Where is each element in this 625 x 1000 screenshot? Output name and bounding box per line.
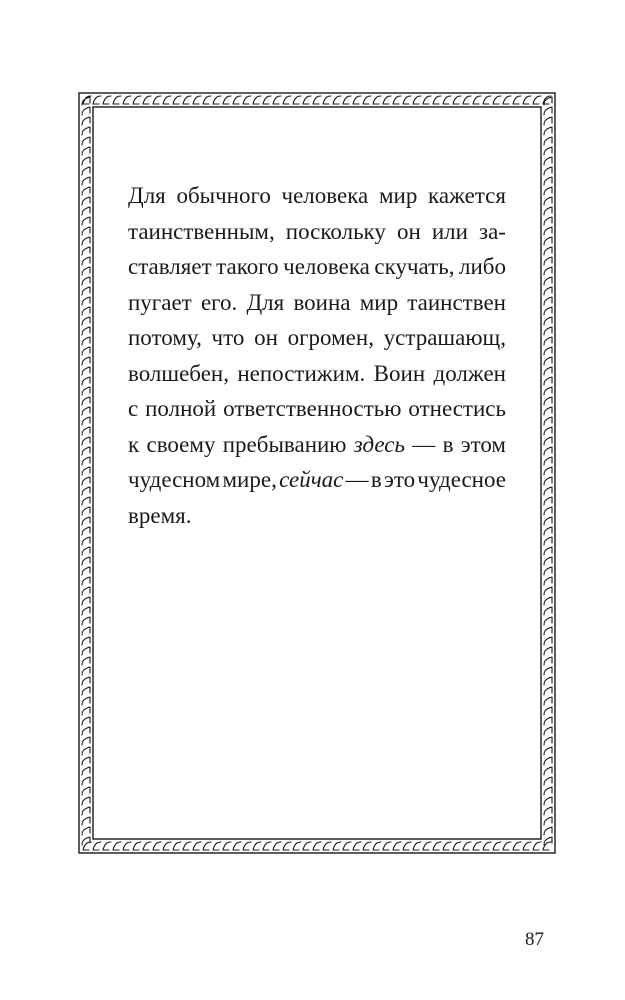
- word: или: [431, 218, 468, 244]
- word: таинствен: [407, 289, 506, 315]
- word: мир: [359, 289, 399, 315]
- word: непостижим.: [237, 360, 366, 386]
- text-line: [128, 391, 506, 427]
- text-line: [128, 498, 506, 534]
- word: этом: [460, 431, 506, 457]
- word: его.: [200, 289, 238, 315]
- word: кажется: [428, 183, 506, 208]
- word: скучать,: [374, 254, 455, 279]
- word: Воин: [373, 360, 426, 386]
- word: пугает: [128, 289, 192, 315]
- word: время.: [128, 502, 192, 528]
- word: чудесное: [417, 467, 506, 492]
- word: человека: [281, 183, 369, 208]
- word: он: [396, 218, 421, 244]
- word: обычного: [176, 183, 271, 208]
- text-line: [128, 462, 506, 498]
- word: такого: [216, 254, 279, 279]
- word: Для: [246, 289, 285, 315]
- word: либо: [459, 254, 506, 279]
- word: огромен,: [287, 325, 374, 350]
- word: что: [211, 325, 245, 350]
- text-line: [128, 178, 506, 214]
- word: таинственным,: [128, 218, 275, 244]
- word: пребыванию: [222, 431, 347, 457]
- word: ставляет: [128, 254, 212, 279]
- word: поскольку: [285, 218, 386, 244]
- word: ответственностью: [223, 396, 402, 421]
- word: своему: [146, 431, 216, 457]
- word: воина: [293, 289, 351, 315]
- word-italic: здесь: [353, 431, 405, 457]
- word-italic: сейчас: [279, 467, 344, 492]
- text-line: [128, 249, 506, 285]
- word: волшебен,: [128, 360, 229, 386]
- word: —: [345, 467, 369, 492]
- word: должен: [433, 360, 506, 386]
- word: —: [412, 431, 436, 457]
- text-line: [128, 285, 506, 321]
- word: в: [370, 467, 382, 492]
- word: он: [254, 325, 278, 350]
- word: потому,: [128, 325, 202, 350]
- word: к: [128, 431, 140, 457]
- page-number: 87: [525, 929, 544, 950]
- word: полной: [145, 396, 217, 421]
- word: Для: [128, 183, 166, 208]
- text-line: [128, 427, 506, 463]
- text-line: [128, 356, 506, 392]
- word: мир: [378, 183, 418, 208]
- word: в: [442, 431, 454, 457]
- word: за-: [479, 218, 506, 244]
- word: отнестись: [408, 396, 506, 421]
- page-text: [128, 178, 506, 533]
- word: это: [384, 467, 416, 492]
- word: мире,: [222, 467, 277, 492]
- text-line: [128, 320, 506, 356]
- text-line: [128, 214, 506, 250]
- word: с: [128, 396, 139, 421]
- word: человека: [283, 254, 370, 279]
- word: чудесном: [128, 467, 221, 492]
- word: устрашающ,: [383, 325, 506, 350]
